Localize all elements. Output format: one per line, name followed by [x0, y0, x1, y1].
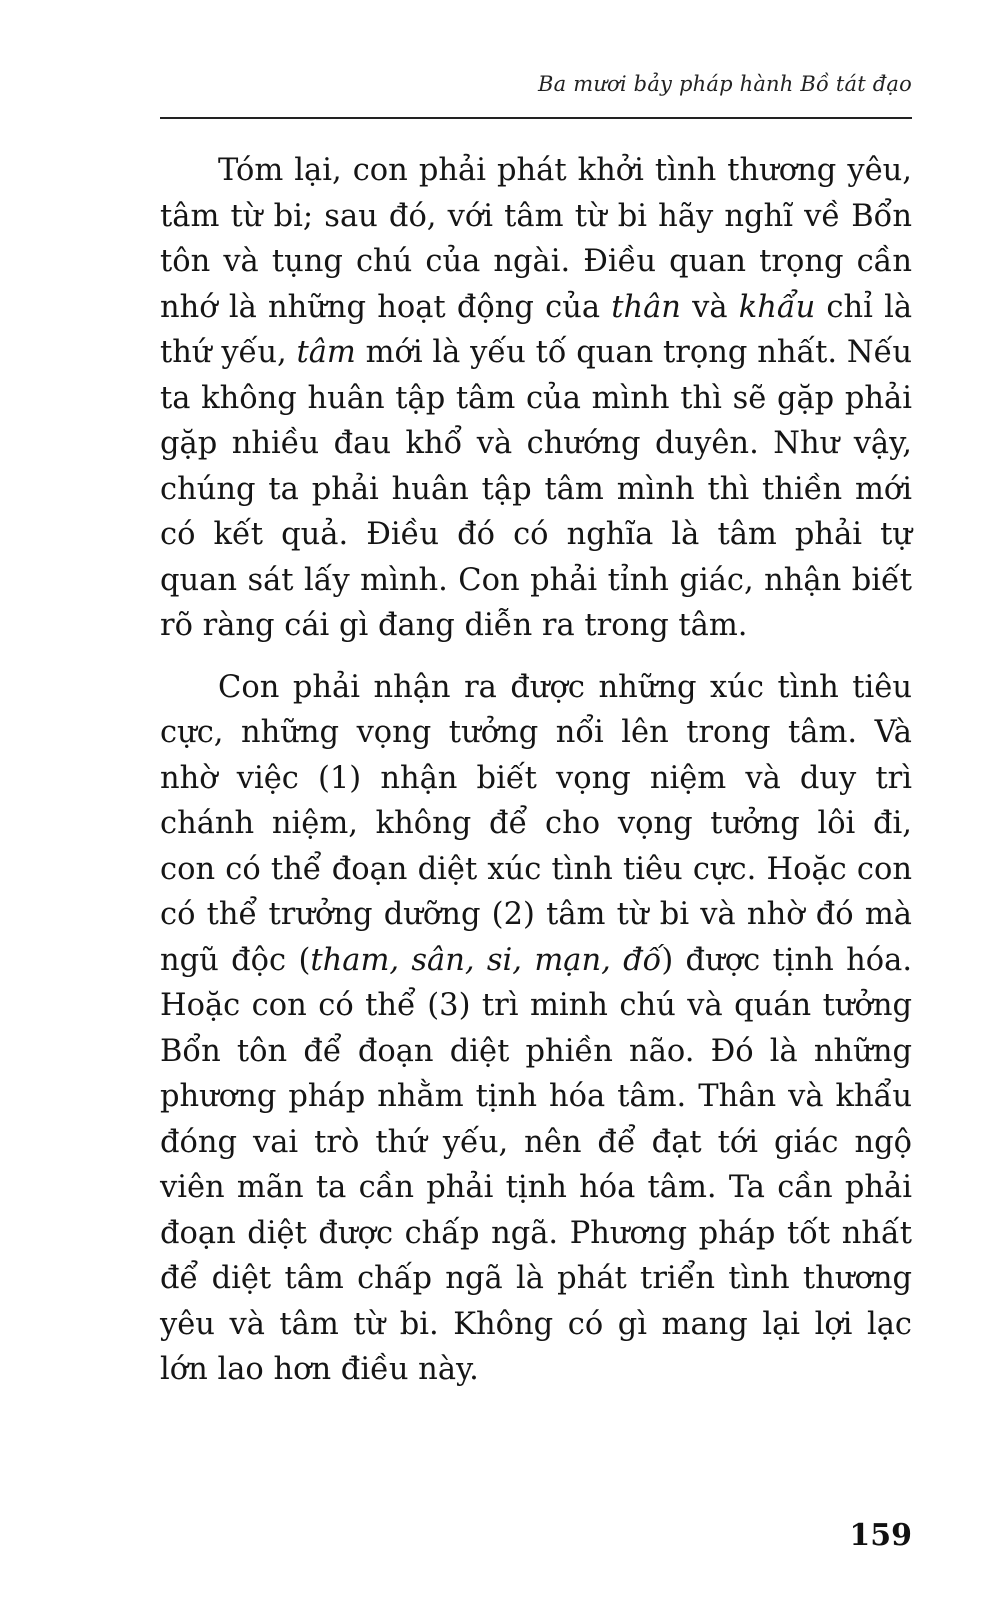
page-body [160, 148, 912, 1393]
italic-term-than: thân [611, 289, 681, 325]
italic-five-poisons: tham, sân, si, mạn, đố [310, 942, 662, 978]
header-divider [160, 117, 912, 119]
text-run: chỉ là thứ yếu, [160, 289, 913, 370]
paragraph-2 [160, 665, 912, 1393]
text-run: ) được tịnh hóa. Hoặc con có thể (3) trì minh chú và quán tưởng Bổn tôn để đoạn diệt phiền não. Đó là những phương pháp nhằm tịnh hóa tâm. Thân và khẩu đóng vai trò thứ yếu, nên để đạt tới giác ngộ viên mãn ta cần phải tịnh hóa tâm. Ta cần phải đoạn diệt được chấp ngã. Phương pháp tốt nhất để diệt tâm chấp ngã là phát triển tình thương yêu và tâm từ bi. Không có gì mang lại lợi lạc lớn lao hơn điều này. [160, 942, 913, 1387]
page-number: 159 [849, 1518, 912, 1553]
running-header-title: Ba mươi bảy pháp hành Bồ tát đạo [537, 72, 912, 96]
text-run: Con phải nhận ra được những xúc tình tiêu cực, những vọng tưởng nổi lên trong tâm. Và nhờ việc (1) nhận biết vọng niệm và duy trì chánh niệm, không để cho vọng tưởng lôi đi, con có thể đoạn diệt xúc tình tiêu cực. Hoặc con có thể trưởng dưỡng (2) tâm từ bi và nhờ đó mà ngũ độc ( [160, 669, 912, 978]
text-run: Tóm lại, con phải phát khởi tình thương yêu, tâm từ bi; sau đó, với tâm từ bi hãy nghĩ về Bổn tôn và tụng chú của ngài. Điều quan trọng cần nhớ là những hoạt động của [160, 153, 912, 325]
italic-term-tam: tâm [296, 335, 356, 370]
italic-term-khau: khẩu [738, 289, 816, 325]
text-run: và [680, 289, 739, 325]
text-run: mới là yếu tố quan trọng nhất. Nếu ta không huân tập tâm của mình thì sẽ gặp phải gặp nhiều đau khổ và chướng duyên. Như vậy, chúng ta phải huân tập tâm mình thì thiền mới có kết quả. Điều đó có nghĩa là tâm phải tự quan sát lấy mình. Con phải tỉnh giác, nhận biết rõ ràng cái gì đang diễn ra trong tâm. [160, 335, 912, 643]
paragraph-1 [160, 148, 912, 649]
